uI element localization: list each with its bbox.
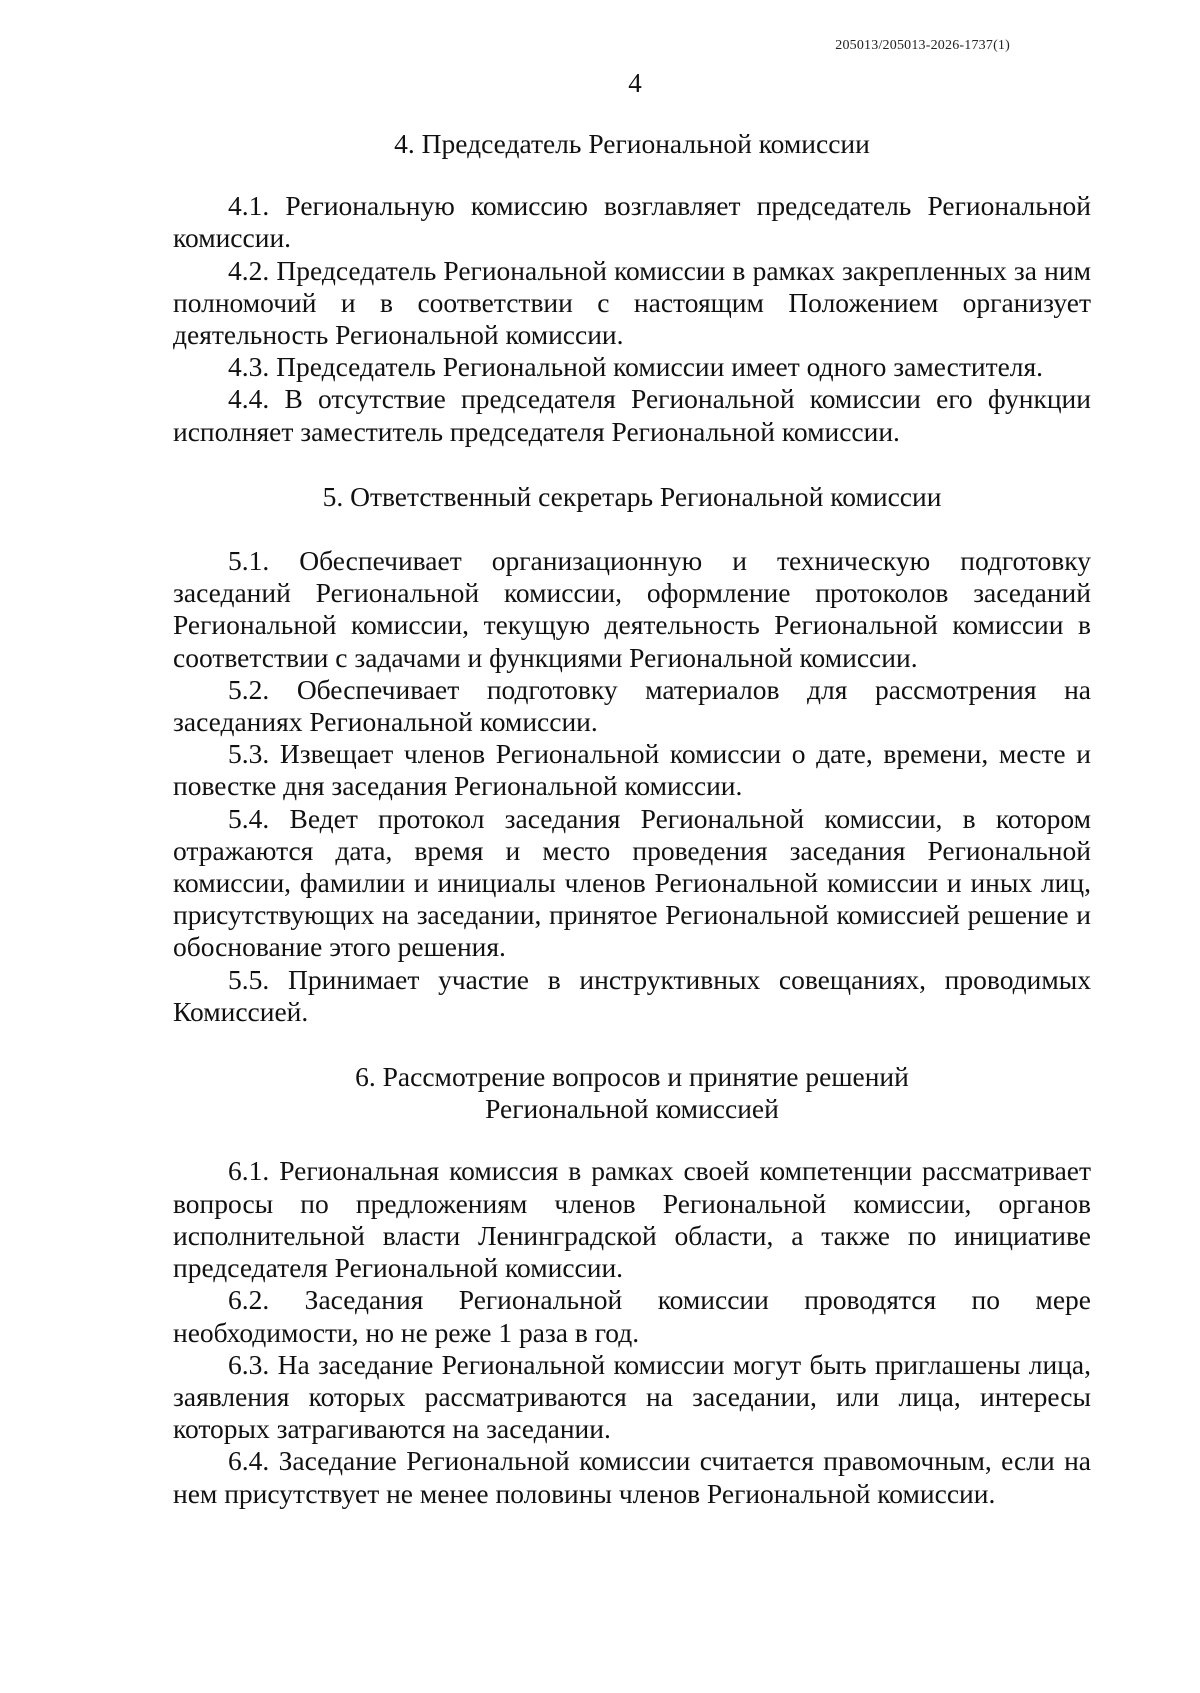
section-6-heading xyxy=(173,1061,1091,1125)
section-5 xyxy=(173,545,1091,1028)
paragraph-6-4: 6.4. Заседание Региональной комиссии считается правомочным, если на нем присутствует не менее половины членов Региональной комиссии. xyxy=(173,1445,1091,1509)
section-heading-line: 4. Председатель Региональной комиссии xyxy=(394,128,870,159)
paragraph-5-5: 5.5. Принимает участие в инструктивных совещаниях, проводимых Комиссией. xyxy=(173,963,1091,1027)
paragraph-4-3: 4.3. Председатель Региональной комиссии имеет одного заместителя. xyxy=(228,351,1044,383)
paragraph-5-1: 5.1. Обеспечивает организационную и техническую подготовку заседаний Региональной комиссии, оформление протоколов заседаний Региональной комиссии, текущую деятельность Региональной комиссии в соответствии с задачами и функциями Региональной комиссии. xyxy=(173,545,1091,673)
paragraph-6-2: 6.2. Заседания Региональной комиссии проводятся по мере необходимости, но не реже 1 раза в год. xyxy=(173,1284,1091,1348)
section-4-heading xyxy=(173,128,1091,160)
paragraph-5-3: 5.3. Извещает членов Региональной комиссии о дате, времени, месте и повестке дня заседания Региональной комиссии. xyxy=(173,738,1091,802)
document-id: 205013/205013-2026-1737(1) xyxy=(835,38,1010,53)
section-heading-line: Региональной комиссией xyxy=(485,1093,779,1125)
page-number: 4 xyxy=(628,68,642,98)
section-heading-line: 6. Рассмотрение вопросов и принятие решений xyxy=(355,1061,909,1093)
paragraph-6-1: 6.1. Региональная комиссия в рамках своей компетенции рассматривает вопросы по предложениям членов Региональной комиссии, органов исполнительной власти Ленинградской области, а также по инициативе председателя Региональной комиссии. xyxy=(173,1155,1091,1284)
paragraph-5-2: 5.2. Обеспечивает подготовку материалов для рассмотрения на заседаниях Региональной комиссии. xyxy=(173,673,1091,738)
section-6 xyxy=(173,1155,1091,1509)
paragraph-4-1: 4.1. Региональную комиссию возглавляет председатель Региональной комиссии. xyxy=(173,190,1091,254)
section-4 xyxy=(173,190,1091,448)
paragraph-4-2: 4.2. Председатель Региональной комиссии в рамках закрепленных за ним полномочий и в соответствии с настоящим Положением организует деятельность Региональной комиссии. xyxy=(173,254,1091,351)
paragraph-6-3: 6.3. На заседание Региональной комиссии могут быть приглашены лица, заявления которых рассматриваются на заседании, или лица, интересы которых затрагиваются на заседании. xyxy=(173,1348,1091,1445)
section-heading-line: 5. Ответственный секретарь Региональной комиссии xyxy=(322,480,942,512)
section-5-heading xyxy=(173,481,1091,513)
document-body xyxy=(173,128,1091,1510)
paragraph-5-4: 5.4. Ведет протокол заседания Региональной комиссии, в котором отражаются дата, время и место проведения заседания Региональной комиссии, фамилии и инициалы членов Региональной комиссии и иных лиц, присутствующих на заседании, принятое Региональной комиссией решение и обоснование этого решения. xyxy=(173,802,1091,963)
paragraph-4-4: 4.4. В отсутствие председателя Региональной комиссии его функции исполняет заместитель председателя Региональной комиссии. xyxy=(173,383,1091,447)
